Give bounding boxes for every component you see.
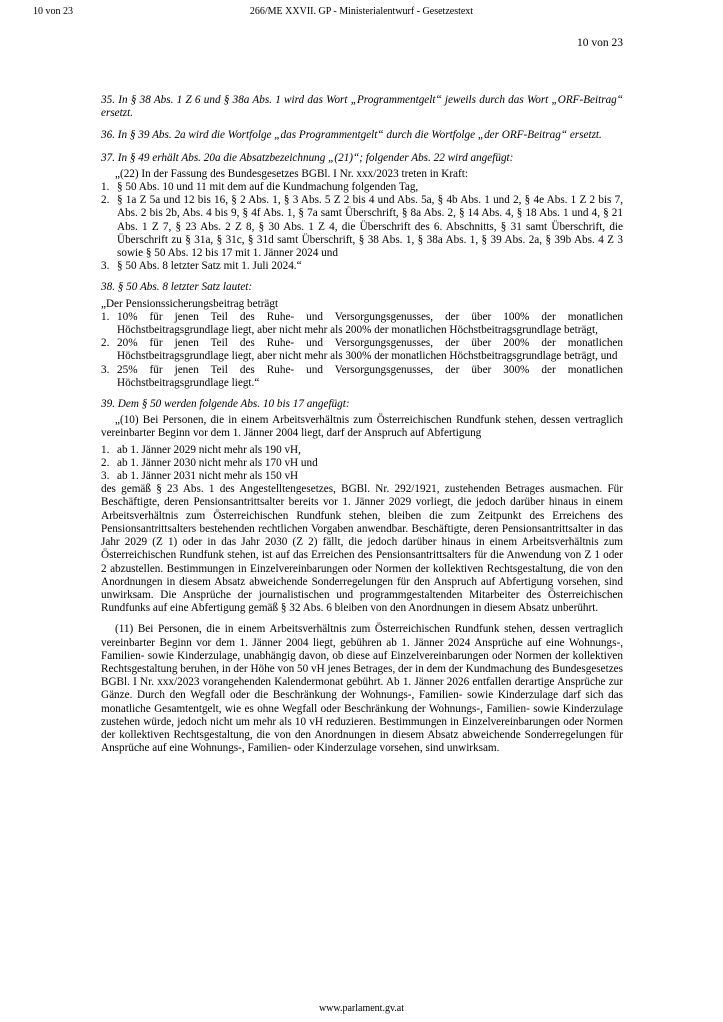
amendment-37-intro: „(22) In der Fassung des Bundesgesetzes BGBl. I Nr. xxx/2023 treten in Kraft: [115, 167, 468, 180]
list-item: 2. ab 1. Jänner 2030 nicht mehr als 170 vH und [101, 456, 318, 469]
amendment-38-list [101, 311, 623, 390]
list-item: 2. § 1a Z 5a und 12 bis 16, § 2 Abs. 1, § 3 Abs. 5 Z 2 bis 4 und Abs. 5a, § 4b Abs. 1 und 2, § 4e Abs. 1 Z 2 bis 7, Abs. 2 bis 2b, Abs. 4 bis 9, § 4f Abs. 1, § 7a samt Überschrift, § 8a Abs. 2, § 14 Abs. 4, § 18 Abs. 1 und 4, § 21 Abs. 1 Z 7, § 23 Abs. 2 Z 8, § 30 Abs. 1 Z 4, die Überschrift des 6. Abschnitts, § 31 samt Überschrift, die Überschrift zu § 31a, § 31c, § 31d samt Überschrift, § 38 Abs. 1, § 38a Abs. 1, § 39 Abs. 2a, § 39b Abs. 4 Z 3 sowie § 50 Abs. 12 bis 17 mit 1. Jänner 2024 und [101, 194, 623, 260]
list-item: 1. ab 1. Jänner 2029 nicht mehr als 190 vH, [101, 443, 301, 456]
amendment-37-instruction: 37. In § 49 erhält Abs. 20a die Absatzbezeichnung „(21)“; folgender Abs. 22 wird angefügt: [101, 151, 514, 164]
paragraph-11: (11) Bei Personen, die in einem Arbeitsverhältnis zum Österreichischen Rundfunk stehen, dessen vertraglich vereinbarter Beginn vor dem 1. Jänner 2004 liegt, gebühren ab 1. Jänner 2024 Ansprüche auf eine Wohnungs-, Familien- sowie Kinderzulage, unabhängig davon, ob diese auf Einzelvereinbarungen oder Normen der kollektiven Rechtsgestaltung beruhen, in der Höhe von 50 vH jenes Betrages, der in dem der Kundmachung des Bundesgesetzes BGBl. I Nr. xxx/2023 vorangehenden Kalendermonat gebührt. Ab 1. Jänner 2026 entfallen derartige Ansprüche zur Gänze. Durch den Wegfall oder die Beschränkung der Wohnungs-, Familien- sowie Kinderzulage darf sich das monatliche Gesamtentgelt, wie es ohne Wegfall oder Beschränkung der Wohnungs-, Familien- sowie Kinderzulage zustehen würde, jedoch nicht um mehr als 10 vH reduzieren. Bestimmungen in Einzelvereinbarungen oder Normen der kollektiven Rechtsgestaltung, die von den Anordnungen in diesem Absatz abweichende Sonderregelungen für Ansprüche auf eine Wohnungs-, Familien- oder Kinderzulage vorsehen, sind unwirksam. [101, 623, 623, 755]
document-body [101, 94, 623, 755]
amendment-38-intro: „Der Pensionssicherungsbeitrag beträgt [101, 297, 279, 310]
list-item: 1. 10% für jenen Teil des Ruhe- und Versorgungsgenusses, der über 100% der monatlichen Höchstbeitragsgrundlage liegt, aber nicht mehr als 200% der monatlichen Höchstbeitragsgrundlage beträgt, [101, 310, 623, 337]
list-item: 1. § 50 Abs. 10 und 11 mit dem auf die Kundmachung folgenden Tag, [101, 181, 419, 194]
header-page-number-left: 10 von 23 [33, 6, 73, 17]
amendment-37-list [101, 181, 623, 273]
list-item: 3. ab 1. Jänner 2031 nicht mehr als 150 vH [101, 470, 299, 483]
list-item: 3. § 50 Abs. 8 letzter Satz mit 1. Juli 2024.“ [101, 260, 302, 273]
amendment-35: 35. In § 38 Abs. 1 Z 6 und § 38a Abs. 1 wird das Wort „Programmentgelt“ jeweils durch das Wort „ORF-Beitrag“ ersetzt. [101, 94, 623, 120]
list-item: 2. 20% für jenen Teil des Ruhe- und Versorgungsgenusses, der über 200% der monatlichen Höchstbeitragsgrundlage liegt, aber nicht mehr als 300% der monatlichen Höchstbeitragsgrundlage beträgt, und [101, 337, 623, 363]
list-item: 3. 25% für jenen Teil des Ruhe- und Versorgungsgenusses, der über 300% der monatlichen Höchstbeitragsgrundlage liegt.“ [101, 363, 623, 389]
paragraph-10-intro: „(10) Bei Personen, die in einem Arbeitsverhältnis zum Österreichischen Rundfunk stehen, dessen vertraglich vereinbarter Beginn vor dem 1. Jänner 2004 liegt, darf der Anspruch auf Abfertigung [101, 414, 623, 440]
amendment-38-instruction: 38. § 50 Abs. 8 letzter Satz lautet: [101, 281, 253, 294]
amendment-39-instruction: 39. Dem § 50 werden folgende Abs. 10 bis 17 angefügt: [101, 398, 350, 411]
amendment-36: 36. In § 39 Abs. 2a wird die Wortfolge „das Programmentgelt“ durch die Wortfolge „der ORF-Beitrag“ ersetzt. [101, 129, 602, 142]
header-page-number-right: 10 von 23 [577, 37, 623, 49]
header-document-title: 266/ME XXVII. GP - Ministerialentwurf - Gesetzestext [249, 6, 474, 17]
footer-website: www.parlament.gv.at [318, 1003, 405, 1014]
paragraph-10-list [101, 444, 623, 484]
paragraph-10-rest: des gemäß § 23 Abs. 1 des Angestelltengesetzes, BGBl. Nr. 292/1921, zustehenden Betrages ausmachen. Für Beschäftigte, deren Pensionsantrittsalter bereits vor 1. Jänner 2029 vorliegt, die jedoch darüber hinaus in einem Arbeitsverhältnis zum Österreichischen Rundfunk stehen, bleiben die zum Zeitpunkt des Erreichens des Pensionsantrittsalters bestehenden rechtlichen Vorgaben anwendbar. Beschäftigte, deren Pensionsantrittsalter in das Jahr 2029 (Z 1) oder in das Jahr 2030 (Z 2) fällt, die jedoch darüber hinaus in einem Arbeitsverhältnis zum Österreichischen Rundfunk stehen, ist auf das Erreichen des Pensionsantrittsalters für die Anwendung von Z 1 oder 2 abzustellen. Bestimmungen in Einzelvereinbarungen oder Normen der kollektiven Rechtsgestaltung, die von den Anordnungen in diesem Absatz abweichende Sonderregelungen für den Anspruch auf Abfertigung vorsehen, sind unwirksam. Die Ansprüche der journalistischen und programmgestaltenden Mitarbeiter des Österreichischen Rundfunks auf eine Abfertigung gemäß § 32 Abs. 6 bleiben von den Anordnungen in diesem Absatz unberührt. [101, 483, 623, 615]
